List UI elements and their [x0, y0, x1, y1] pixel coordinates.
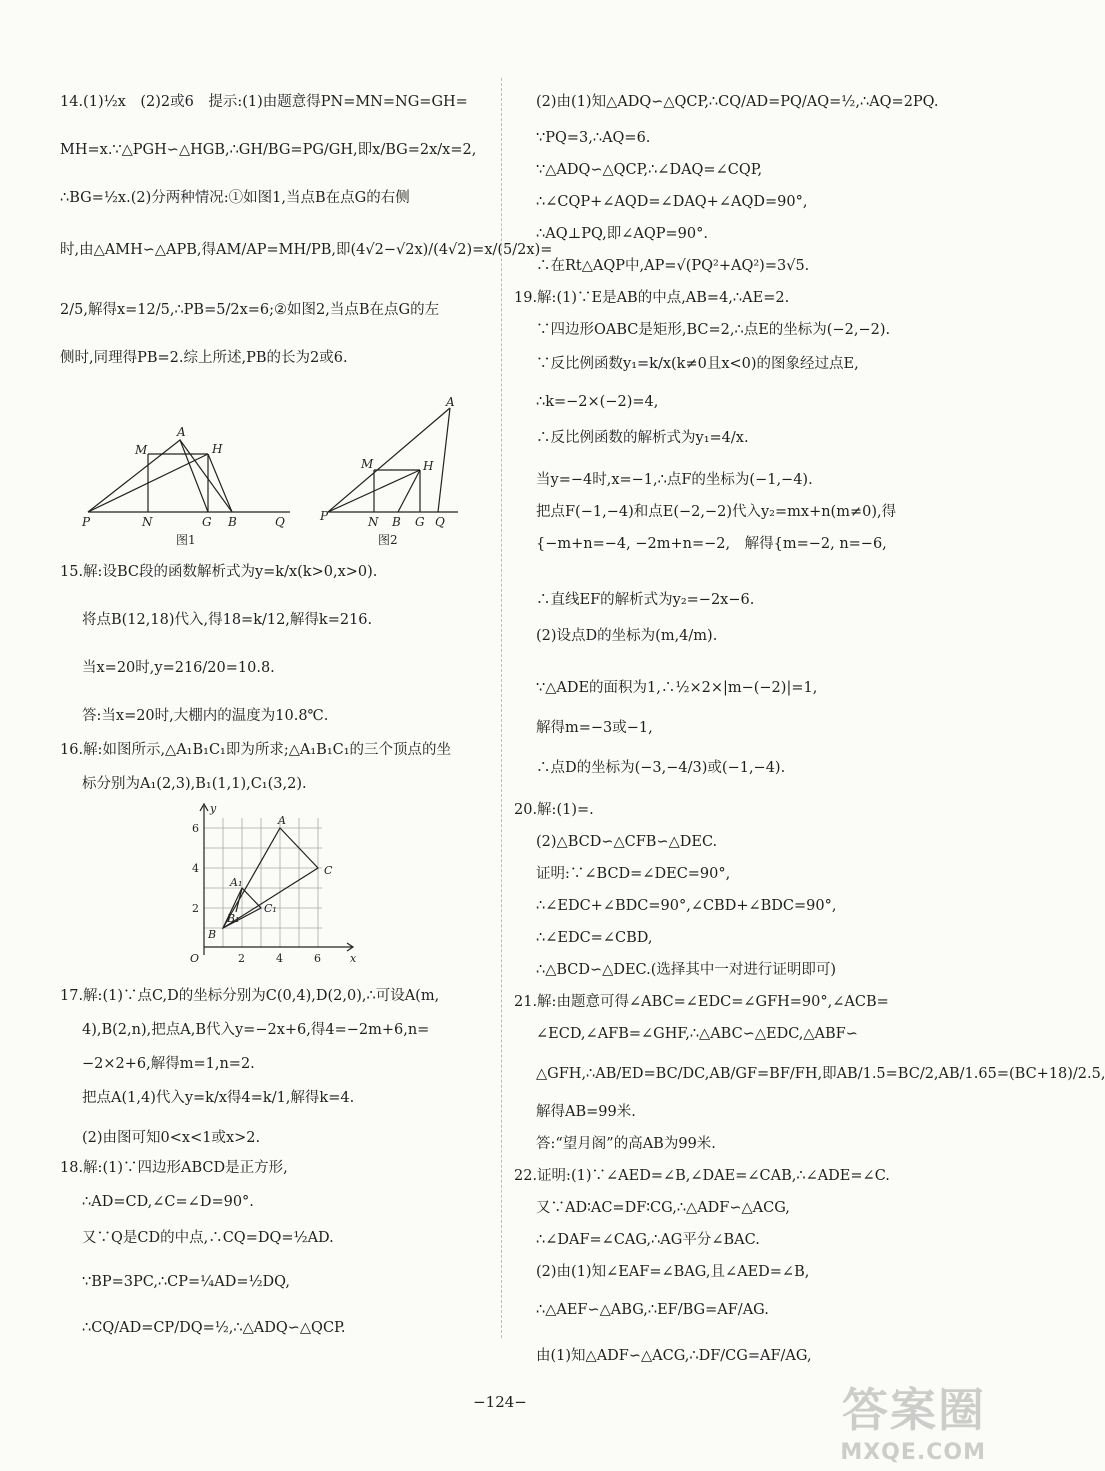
- grid-point-c1: C₁: [264, 902, 277, 915]
- page-number: −124−: [473, 1393, 527, 1411]
- right-text-line: 证明:∵∠BCD=∠DEC=90°,: [536, 866, 731, 882]
- right-text-line: 21.解:由题意可得∠ABC=∠EDC=∠GFH=90°,∠ACB=: [514, 994, 889, 1010]
- right-text-line: 解得m=−3或−1,: [536, 720, 653, 736]
- left-text-line: 时,由△AMH∽△APB,得AM/AP=MH/PB,即(4√2−√2x)/(4√2)=x/(5/2x)=: [60, 242, 553, 258]
- left-text-line: ∴BG=½x.(2)分两种情况:①如图1,当点B在点G的右侧: [60, 190, 410, 206]
- grid-x-tick-4: 4: [276, 952, 283, 965]
- right-text-line: (2)由(1)知∠EAF=∠BAG,且∠AED=∠B,: [536, 1264, 810, 1280]
- right-text-line: ∴直线EF的解析式为y₂=−2x−6.: [536, 592, 755, 608]
- fig2-label-q: Q: [435, 515, 445, 529]
- right-text-line: ∴∠EDC+∠BDC=90°,∠CBD+∠BDC=90°,: [536, 898, 837, 914]
- left-text-line: 将点B(12,18)代入,得18=k/12,解得k=216.: [82, 612, 373, 628]
- right-text-line: 当y=−4时,x=−1,∴点F的坐标为(−1,−4).: [536, 472, 813, 488]
- left-text-line: 2/5,解得x=12/5,∴PB=5/2x=6;②如图2,当点B在点G的左: [60, 302, 440, 318]
- fig2-label-m: M: [361, 457, 374, 471]
- fig1-label-h: H: [212, 442, 223, 456]
- grid-point-b1: B₁: [227, 912, 240, 925]
- fig2-label-p: P: [320, 509, 329, 523]
- watermark-logo-text: 答案圈: [842, 1383, 986, 1437]
- right-text-line: ∴△BCD∽△DEC.(选择其中一对进行证明即可): [536, 962, 837, 978]
- left-text-line: 答:当x=20时,大棚内的温度为10.8℃.: [82, 708, 329, 724]
- fig2-label-n: N: [368, 515, 379, 529]
- right-text-line: ∴∠DAF=∠CAG,∴AG平分∠BAC.: [536, 1232, 760, 1248]
- grid-x-tick-6: 6: [314, 952, 321, 965]
- left-text-line: 侧时,同理得PB=2.综上所述,PB的长为2或6.: [60, 350, 348, 366]
- grid-x-tick-2: 2: [238, 952, 245, 965]
- fig1-label-m: M: [135, 443, 148, 457]
- right-text-line: 19.解:(1)∵E是AB的中点,AB=4,∴AE=2.: [514, 290, 790, 306]
- left-text-line: 15.解:设BC段的函数解析式为y=k/x(k>0,x>0).: [60, 564, 378, 580]
- left-text-line: ∴AD=CD,∠C=∠D=90°.: [82, 1194, 254, 1210]
- right-text-line: 22.证明:(1)∵∠AED=∠B,∠DAE=∠CAB,∴∠ADE=∠C.: [514, 1168, 890, 1184]
- right-text-line: ∴反比例函数的解析式为y₁=4/x.: [536, 430, 749, 446]
- right-text-line: △GFH,∴AB/ED=BC/DC,AB/GF=BF/FH,即AB/1.5=BC/2,AB/1.65=(BC+18)/2.5,: [536, 1066, 1105, 1082]
- grid-y-label: y: [210, 802, 217, 815]
- fig1-label-n: N: [142, 515, 153, 529]
- fig2-label-a: A: [446, 395, 455, 409]
- grid-origin: O: [190, 952, 200, 965]
- fig1-caption: 图1: [176, 533, 196, 547]
- coordinate-grid-figure: [180, 800, 380, 975]
- right-text-line: 20.解:(1)=.: [514, 802, 594, 818]
- grid-point-b: B: [208, 928, 217, 941]
- left-text-line: 17.解:(1)∵点C,D的坐标分别为C(0,4),D(2,0),∴可设A(m,: [60, 988, 440, 1004]
- right-text-line: ∴k=−2×(−2)=4,: [536, 394, 659, 410]
- right-text-line: ∴点D的坐标为(−3,−4/3)或(−1,−4).: [536, 760, 786, 776]
- left-text-line: ∴CQ/AD=CP/DQ=½,∴△ADQ∽△QCP.: [82, 1320, 346, 1336]
- grid-point-a1: A₁: [230, 876, 243, 889]
- right-text-line: 由(1)知△ADF∽△ACG,∴DF/CG=AF/AG,: [536, 1348, 812, 1364]
- right-text-line: ∴AQ⊥PQ,即∠AQP=90°.: [536, 226, 708, 242]
- left-text-line: −2×2+6,解得m=1,n=2.: [82, 1056, 255, 1072]
- left-text-line: 4),B(2,n),把点A,B代入y=−2x+6,得4=−2m+6,n=: [82, 1022, 430, 1038]
- watermark: [840, 1374, 986, 1465]
- right-text-line: ∴∠EDC=∠CBD,: [536, 930, 653, 946]
- geometry-figures: [80, 395, 500, 548]
- left-text-line: 16.解:如图所示,△A₁B₁C₁即为所求;△A₁B₁C₁的三个顶点的坐: [60, 742, 452, 758]
- left-text-line: (2)由图可知0<x<1或x>2.: [82, 1130, 261, 1146]
- right-text-line: (2)△BCD∽△CFB∽△DEC.: [536, 834, 718, 850]
- right-text-line: ∴∠CQP+∠AQD=∠DAQ+∠AQD=90°,: [536, 194, 808, 210]
- left-text-line: 又∵Q是CD的中点,∴CQ=DQ=½AD.: [82, 1230, 334, 1246]
- fig1-label-g: G: [202, 515, 212, 529]
- right-text-line: ∵△ADQ∽△QCP,∴∠DAQ=∠CQP,: [536, 162, 763, 178]
- left-text-line: 把点A(1,4)代入y=k/x得4=k/1,解得k=4.: [82, 1090, 355, 1106]
- right-text-line: {−m+n=−4, −2m+n=−2, 解得{m=−2, n=−6,: [536, 536, 887, 552]
- left-text-line: 18.解:(1)∵四边形ABCD是正方形,: [60, 1160, 288, 1176]
- fig1-label-b: B: [228, 515, 237, 529]
- right-text-line: ∵反比例函数y₁=k/x(k≠0且x<0)的图象经过点E,: [536, 356, 859, 372]
- right-text-line: 解得AB=99米.: [536, 1104, 636, 1120]
- right-text-line: ∵PQ=3,∴AQ=6.: [536, 130, 651, 146]
- fig2-label-h: H: [423, 459, 434, 473]
- watermark-url: MXQE.COM: [840, 1440, 986, 1465]
- column-divider: [501, 78, 502, 1338]
- grid-point-c: C: [324, 864, 333, 877]
- grid-y-tick-2: 2: [192, 902, 199, 915]
- right-text-line: ∴在Rt△AQP中,AP=√(PQ²+AQ²)=3√5.: [536, 258, 810, 274]
- grid-y-tick-4: 4: [192, 862, 199, 875]
- grid-x-label: x: [350, 952, 357, 965]
- right-text-line: 把点F(−1,−4)和点E(−2,−2)代入y₂=mx+n(m≠0),得: [536, 504, 897, 520]
- fig2-label-b: B: [392, 515, 401, 529]
- fig1-label-a: A: [177, 425, 186, 439]
- fig1-label-q: Q: [275, 515, 285, 529]
- left-text-line: MH=x.∵△PGH∽△HGB,∴GH/BG=PG/GH,即x/BG=2x/x=2,: [60, 142, 477, 158]
- right-text-line: (2)设点D的坐标为(m,4/m).: [536, 628, 718, 644]
- left-text-line: ∵BP=3PC,∴CP=¼AD=½DQ,: [82, 1274, 290, 1290]
- right-text-line: ∴△AEF∽△ABG,∴EF/BG=AF/AG.: [536, 1302, 769, 1318]
- grid-point-a: A: [278, 814, 286, 827]
- right-text-line: 答:“望月阁”的高AB为99米.: [536, 1136, 716, 1152]
- left-text-line: 当x=20时,y=216/20=10.8.: [82, 660, 275, 676]
- left-text-line: 14.(1)½x (2)2或6 提示:(1)由题意得PN=MN=NG=GH=: [60, 94, 468, 110]
- fig2-label-g: G: [415, 515, 425, 529]
- grid-y-tick-6: 6: [192, 822, 199, 835]
- fig2-caption: 图2: [378, 533, 398, 547]
- right-text-line: (2)由(1)知△ADQ∽△QCP,∴CQ/AD=PQ/AQ=½,∴AQ=2PQ.: [536, 94, 939, 110]
- fig1-label-p: P: [82, 515, 91, 529]
- right-text-line: ∠ECD,∠AFB=∠GHF,∴△ABC∽△EDC,△ABF∽: [536, 1026, 858, 1042]
- left-text-line: 标分别为A₁(2,3),B₁(1,1),C₁(3,2).: [82, 776, 307, 792]
- right-text-line: 又∵AD∶AC=DF∶CG,∴△ADF∽△ACG,: [536, 1200, 790, 1216]
- right-text-line: ∵四边形OABC是矩形,BC=2,∴点E的坐标为(−2,−2).: [536, 322, 891, 338]
- right-text-line: ∵△ADE的面积为1,∴½×2×|m−(−2)|=1,: [536, 680, 818, 696]
